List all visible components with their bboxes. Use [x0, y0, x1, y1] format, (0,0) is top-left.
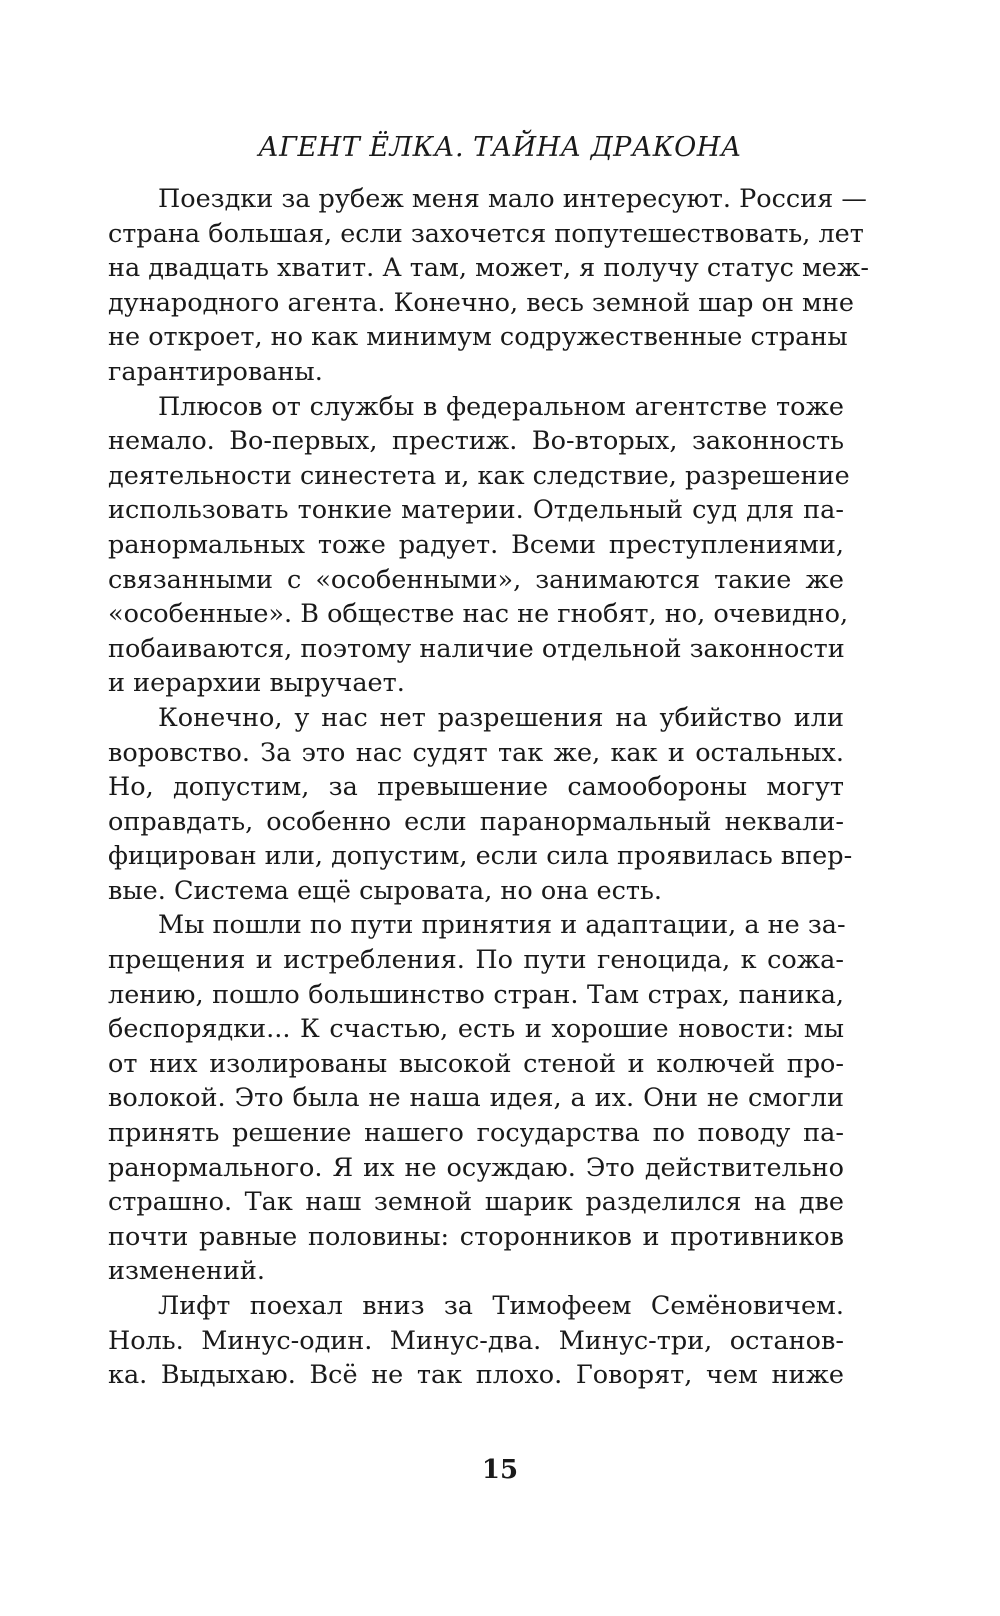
text-line: оправдать, особенно если паранормальный неквали-: [108, 806, 844, 837]
text-line: Мы пошли по пути принятия и адаптации, а не за-: [158, 910, 846, 941]
text-line: страна большая, если захочется попутешествовать, лет: [108, 218, 864, 249]
paragraph: [108, 182, 869, 390]
text-line: Лифт поехал вниз за Тимофеем Семёновичем.: [158, 1291, 844, 1321]
text-line: прещения и истребления. По пути геноцида, к сожа-: [108, 945, 844, 976]
text-line: не откроет, но как минимум содружественные страны: [108, 322, 848, 353]
text-line: ка. Выдыхаю. Всё не так плохо. Говорят, чем ниже: [108, 1360, 844, 1391]
page-number: 15: [481, 1455, 519, 1485]
text-line: страшно. Так наш земной шарик разделился на две: [108, 1187, 844, 1218]
text-line: Конечно, у нас нет разрешения на убийство или: [158, 702, 844, 733]
text-line: изменений.: [108, 1256, 266, 1287]
text-line: волокой. Это была не наша идея, а их. Они не смогли: [108, 1083, 844, 1114]
text-line: дународного агента. Конечно, весь земной шар он мне: [108, 287, 854, 318]
text-line: деятельности синестета и, как следствие, разрешение: [108, 460, 850, 491]
paragraph: [108, 908, 844, 1289]
text-line: Поездки за рубеж меня мало интересуют. Россия —: [158, 184, 867, 214]
text-line: беспорядки... К счастью, есть и хорошие новости: мы: [108, 1014, 844, 1045]
text-line: на двадцать хватит. А там, может, я получу статус меж-: [108, 253, 869, 284]
body-text: [108, 182, 869, 1393]
text-line: Плюсов от службы в федеральном агентстве тоже: [158, 391, 844, 422]
text-line: и иерархии выручает.: [108, 668, 405, 699]
running-head: АГЕНТ ЁЛКА. ТАЙНА ДРАКОНА: [258, 132, 742, 163]
text-line: ранормального. Я их не осуждаю. Это действительно: [108, 1152, 844, 1183]
text-line: гарантированы.: [108, 356, 323, 387]
text-line: Ноль. Минус-один. Минус-два. Минус-три, останов-: [108, 1325, 844, 1356]
text-line: Но, допустим, за превышение самообороны могут: [108, 772, 844, 803]
text-line: почти равные половины: сторонников и противников: [108, 1221, 844, 1252]
text-line: побаиваются, поэтому наличие отдельной законности: [108, 633, 845, 664]
text-line: лению, пошло большинство стран. Там страх, паника,: [108, 979, 844, 1010]
paragraph: [108, 701, 853, 909]
text-line: ранормальных тоже радует. Всеми преступлениями,: [108, 529, 844, 560]
paragraph: [108, 1289, 844, 1393]
text-line: от них изолированы высокой стеной и колючей про-: [108, 1048, 844, 1079]
text-line: «особенные». В обществе нас не гнобят, но, очевидно,: [108, 599, 849, 630]
text-line: принять решение нашего государства по поводу па-: [108, 1118, 844, 1149]
paragraph: [108, 390, 850, 701]
text-line: вые. Система ещё сыровата, но она есть.: [108, 875, 662, 906]
text-line: использовать тонкие материи. Отдельный суд для па-: [108, 495, 844, 526]
text-line: фицирован или, допустим, если сила проявилась впер-: [108, 841, 853, 872]
text-line: воровство. За это нас судят так же, как и остальных.: [108, 737, 844, 768]
text-line: связанными с «особенными», занимаются такие же: [108, 564, 844, 595]
text-line: немало. Во-первых, престиж. Во-вторых, законность: [108, 426, 844, 457]
